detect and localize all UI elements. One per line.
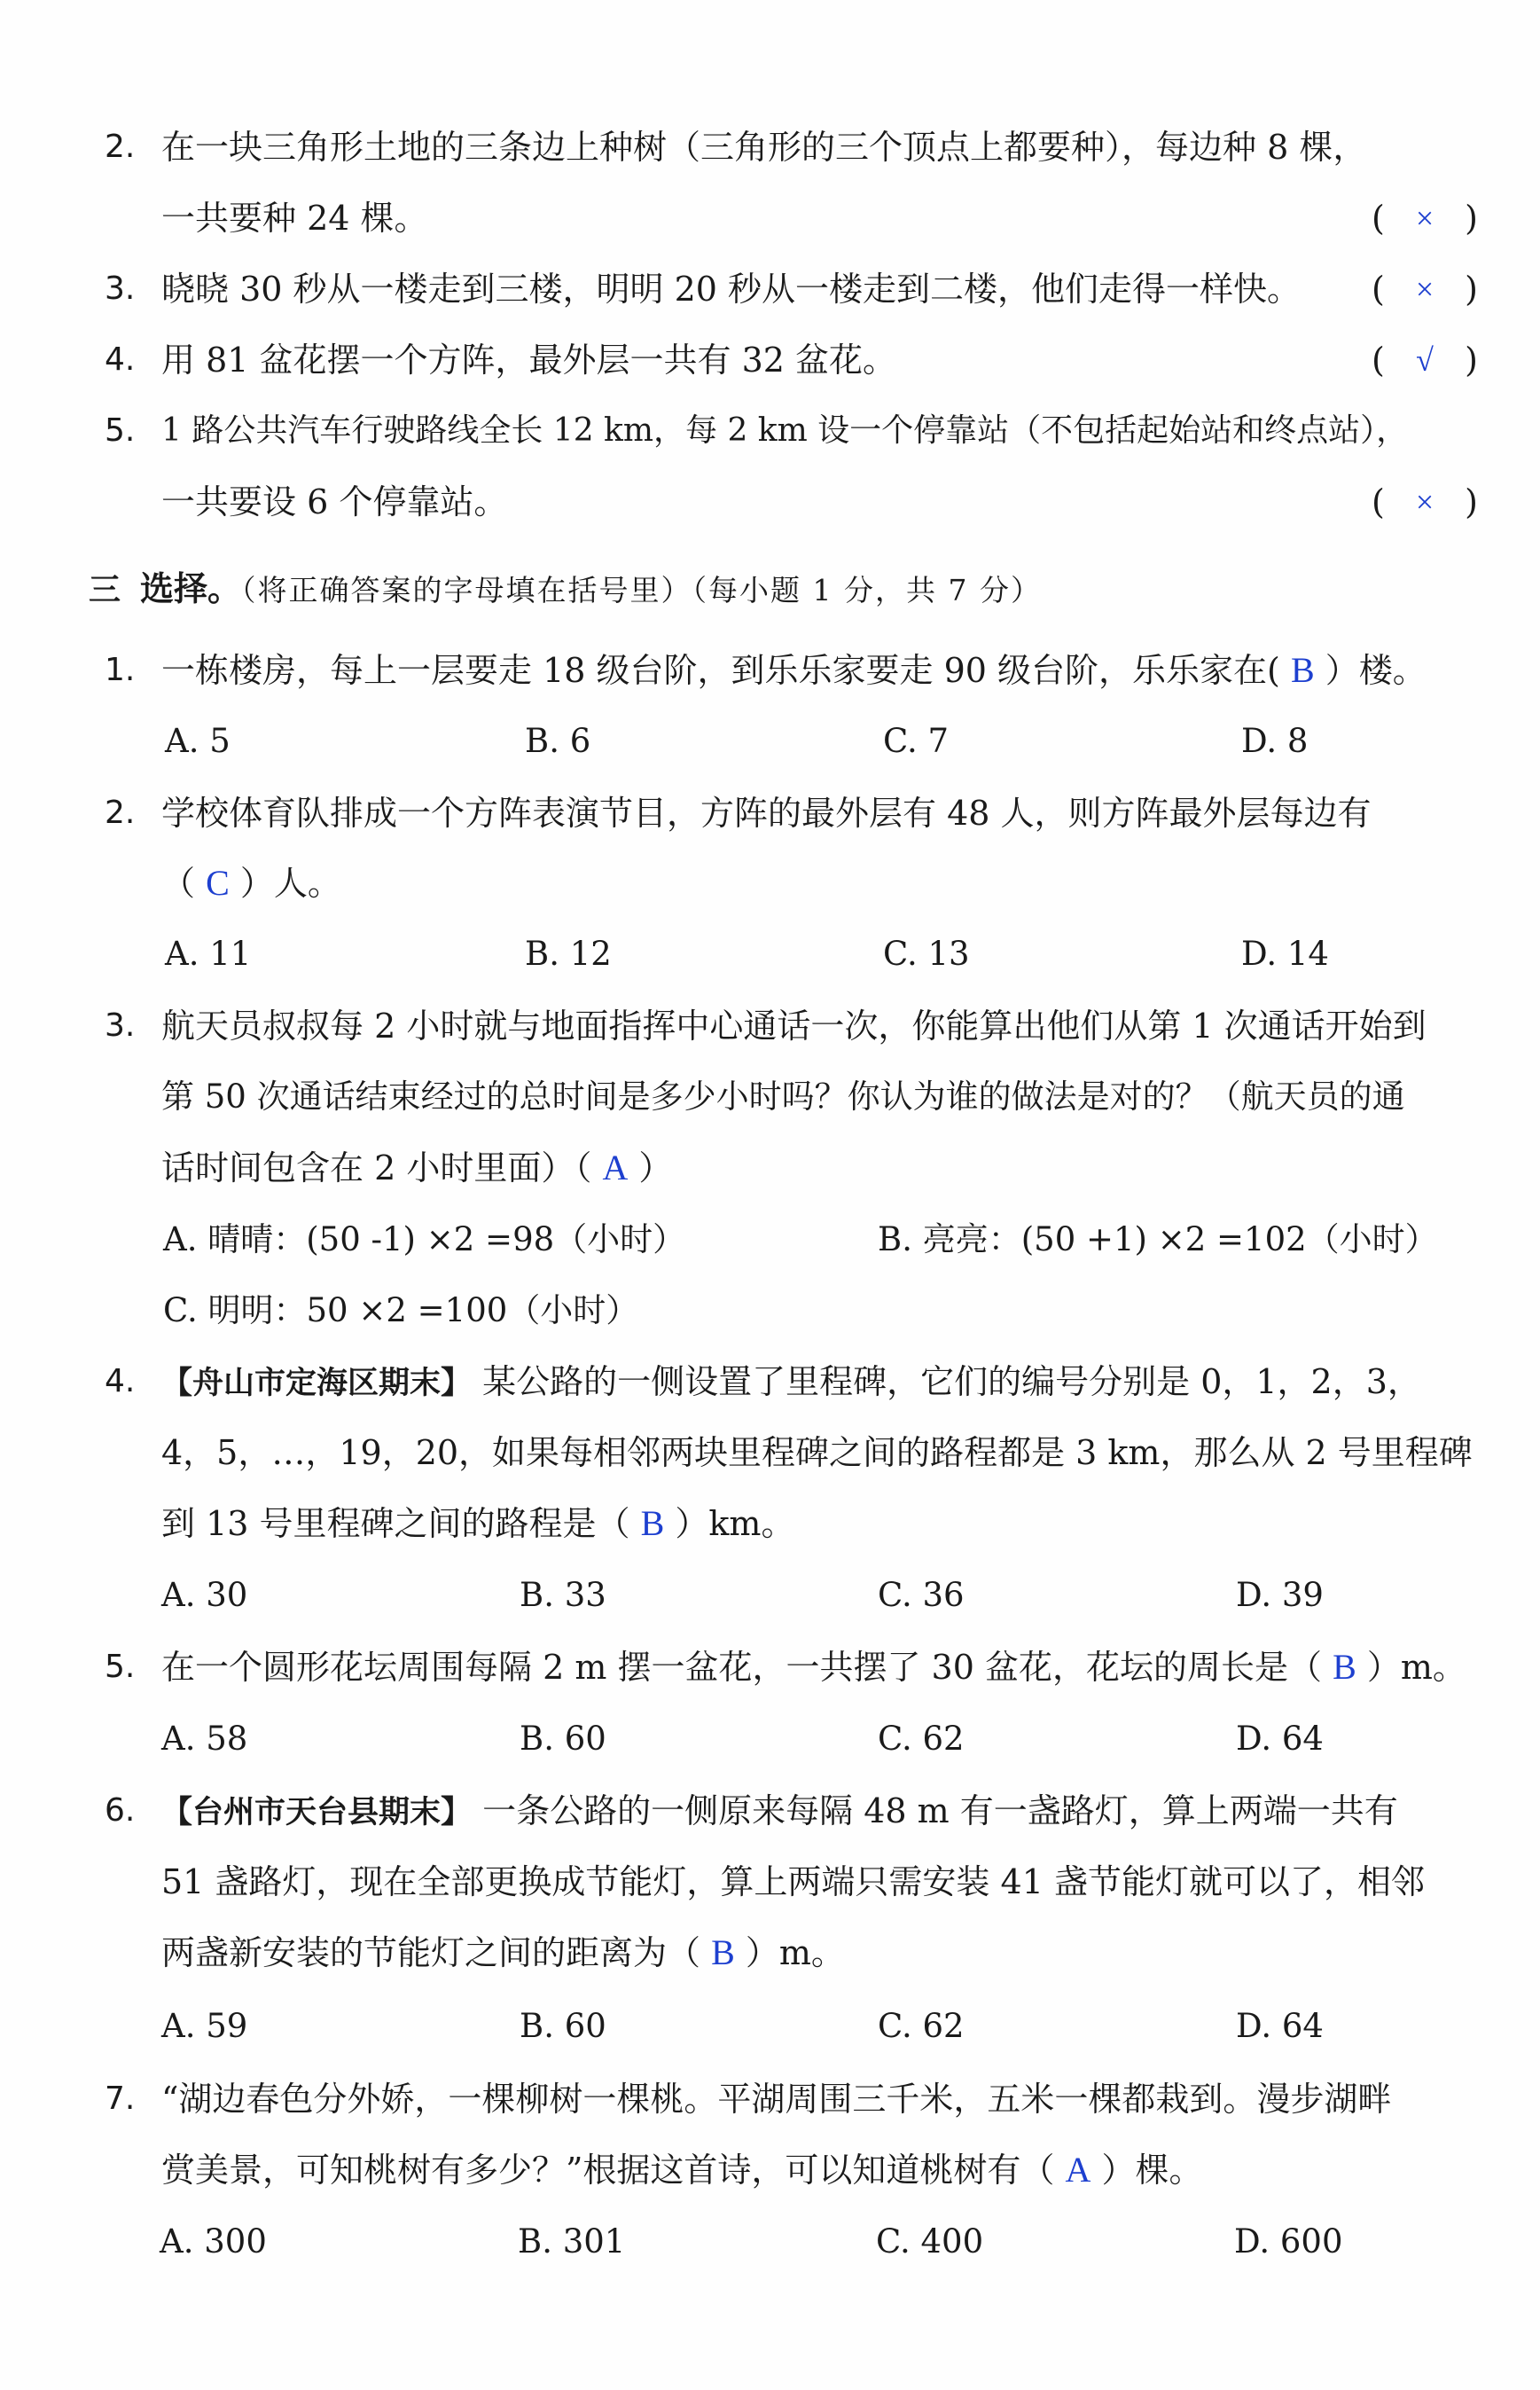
choice-4-line2: 4，5，…，19，20，如果每相邻两块里程碑之间的路程都是 3 km，那么从 2 号里程碑 [161, 1433, 1473, 1472]
bracket-open: ( [1372, 341, 1385, 380]
choice-5-answer: B [1333, 1647, 1356, 1687]
choice-3-option-a: A. 晴晴：(50 -1) ×2 =98（小时） [163, 1220, 686, 1258]
section-number: 三 [89, 572, 121, 608]
choice-6-text: 一条公路的一侧原来每隔 48 m 有一盏路灯，算上两端一共有 [482, 1791, 1398, 1830]
choice-2-option-b: B. 12 [525, 935, 612, 973]
choice-1-number: 1. [105, 652, 136, 688]
choice-7-answer: A [1065, 2150, 1091, 2190]
choice-6-option-d: D. 64 [1236, 2007, 1324, 2045]
choice-4-text: 某公路的一侧设置了里程碑，它们的编号分别是 0，1，2，3， [482, 1362, 1421, 1401]
choice-3-text-a: 话时间包含在 2 小时里面）（ [161, 1148, 592, 1187]
judge-4-number: 4. [105, 341, 136, 378]
choice-6-option-b: B. 60 [520, 2007, 606, 2045]
choice-3-option-b: B. 亮亮：(50 +1) ×2 =102（小时） [878, 1220, 1438, 1258]
choice-4-option-c: C. 36 [878, 1576, 965, 1614]
choice-6-text-a: 两盏新安装的节能灯之间的距离为（ [161, 1933, 701, 1972]
choice-6-line3 [161, 1932, 1478, 1974]
judge-4-answer: √ [1416, 342, 1434, 378]
choice-3-line3 [161, 1147, 1478, 1189]
judge-2-line2: 一共要种 24 棵。 [161, 199, 428, 238]
judge-3-line1: 晓晓 30 秒从一楼走到三楼，明明 20 秒从一楼走到二楼，他们走得一样快。 [161, 270, 1302, 309]
choice-3-number: 3. [105, 1007, 136, 1044]
choice-1-text-a: 一栋楼房，每上一层要走 18 级台阶，到乐乐家要走 90 级台阶，乐乐家在( [161, 651, 1280, 690]
choice-5-stem [161, 1646, 1478, 1689]
choice-7-text-b: ）棵。 [1101, 2151, 1203, 2190]
choice-3-answer: A [602, 1148, 629, 1187]
judge-5-line2: 一共要设 6 个停靠站。 [161, 482, 508, 521]
choice-6-line2: 51 盏路灯，现在全部更换成节能灯，算上两端只需安装 41 盏节能灯就可以了，相邻 [161, 1862, 1425, 1901]
choice-5-number: 5. [105, 1649, 136, 1685]
choice-2-option-d: D. 14 [1241, 935, 1329, 973]
choice-5-option-c: C. 62 [878, 1720, 965, 1758]
choice-4-option-a: A. 30 [161, 1576, 248, 1614]
judge-3-number: 3. [105, 270, 136, 307]
choice-5-option-b: B. 60 [520, 1720, 606, 1758]
judge-5-number: 5. [105, 412, 136, 449]
choice-1-answer: B [1290, 650, 1315, 690]
choice-6-number: 6. [105, 1792, 136, 1829]
choice-2-line1: 学校体育队排成一个方阵表演节目，方阵的最外层有 48 人，则方阵最外层每边有 [161, 794, 1372, 833]
judge-5-line1: 1 路公共汽车行驶路线全长 12 km，每 2 km 设一个停靠站（不包括起始站和终点站）， [161, 412, 1409, 449]
choice-6-text-b: ）m。 [745, 1933, 845, 1972]
section-title: 选择。 [140, 569, 242, 608]
choice-4-line1 [161, 1360, 1478, 1405]
choice-7-text-a: 赏美景，可知桃树有多少？”根据这首诗，可以知道桃树有（ [161, 2151, 1055, 2190]
bracket-open: ( [1372, 199, 1385, 238]
choice-2-text-a: （ [161, 864, 196, 903]
choice-1-option-c: C. 7 [883, 722, 950, 760]
choice-2-answer: C [206, 863, 230, 903]
choice-5-option-d: D. 64 [1236, 1720, 1324, 1758]
choice-2-line2 [161, 862, 1478, 905]
choice-1-option-a: A. 5 [165, 722, 231, 760]
judge-2-answer-bracket [1372, 197, 1478, 239]
choice-2-text-b: ）人。 [239, 864, 341, 903]
choice-3-line2: 第 50 次通话结束经过的总时间是多少小时吗？你认为谁的做法是对的？（航天员的通 [161, 1077, 1405, 1116]
choice-4-line3 [161, 1502, 1478, 1545]
judge-2-number: 2. [105, 129, 136, 165]
choice-7-number: 7. [105, 2080, 136, 2117]
choice-6-answer: B [711, 1932, 735, 1972]
judge-4-answer-bracket [1372, 339, 1478, 381]
choice-4-option-b: B. 33 [520, 1576, 606, 1614]
choice-4-option-d: D. 39 [1236, 1576, 1324, 1614]
choice-3-option-c: C. 明明：50 ×2 =100（小时） [163, 1291, 639, 1329]
choice-7-option-a: A. 300 [160, 2222, 267, 2261]
bracket-open: ( [1372, 270, 1385, 309]
choice-1-stem [161, 649, 1478, 692]
choice-6-line1 [161, 1790, 1478, 1834]
section-note: （将正确答案的字母填在括号里）（每小题 1 分，共 7 分） [241, 573, 1042, 607]
choice-4-text-b: ）km。 [675, 1504, 795, 1543]
choice-7-option-d: D. 600 [1234, 2222, 1343, 2261]
judge-2-answer: × [1415, 200, 1434, 236]
choice-2-option-a: A. 11 [165, 935, 252, 973]
choice-7-line1: “湖边春色分外娇，一棵柳树一棵桃。平湖周围三千米，五米一棵都栽到。漫步湖畔 [161, 2080, 1392, 2119]
choice-4-answer: B [640, 1503, 665, 1543]
judge-3-answer-bracket [1372, 268, 1478, 310]
choice-5-text-b: ）m。 [1366, 1648, 1466, 1687]
bracket-close: ) [1465, 270, 1478, 309]
choice-4-source-tag: 【舟山市定海区期末】 [161, 1366, 473, 1401]
bracket-close: ) [1465, 482, 1478, 521]
choice-3-text-b: ） [638, 1148, 673, 1187]
bracket-open: ( [1372, 482, 1385, 521]
judge-5-answer: × [1415, 484, 1434, 520]
judge-5-answer-bracket [1372, 481, 1478, 523]
choice-1-option-b: B. 6 [525, 722, 591, 760]
choice-2-option-c: C. 13 [883, 935, 970, 973]
choice-7-line2 [161, 2149, 1478, 2191]
section-header [89, 568, 1042, 612]
judge-4-line1: 用 81 盆花摆一个方阵，最外层一共有 32 盆花。 [161, 341, 897, 380]
bracket-close: ) [1465, 199, 1478, 238]
choice-4-number: 4. [105, 1363, 136, 1399]
judge-3-answer: × [1415, 271, 1434, 307]
choice-6-option-a: A. 59 [161, 2007, 248, 2045]
choice-5-text-a: 在一个圆形花坛周围每隔 2 m 摆一盆花，一共摆了 30 盆花，花坛的周长是（ [161, 1648, 1322, 1687]
bracket-close: ) [1465, 341, 1478, 380]
choice-1-option-d: D. 8 [1241, 722, 1309, 760]
choice-6-option-c: C. 62 [878, 2007, 965, 2045]
choice-4-text-a: 到 13 号里程碑之间的路程是（ [161, 1504, 630, 1543]
choice-5-option-a: A. 58 [161, 1720, 248, 1758]
choice-1-text-b: ）楼。 [1325, 651, 1427, 690]
choice-7-option-c: C. 400 [876, 2222, 984, 2261]
choice-3-line1: 航天员叔叔每 2 小时就与地面指挥中心通话一次，你能算出他们从第 1 次通话开始到 [161, 1007, 1427, 1046]
choice-7-option-b: B. 301 [518, 2222, 626, 2261]
choice-6-source-tag: 【台州市天台县期末】 [161, 1795, 473, 1830]
choice-2-number: 2. [105, 795, 136, 831]
judge-2-line1: 在一块三角形土地的三条边上种树（三角形的三个顶点上都要种），每边种 8 棵， [161, 128, 1367, 167]
